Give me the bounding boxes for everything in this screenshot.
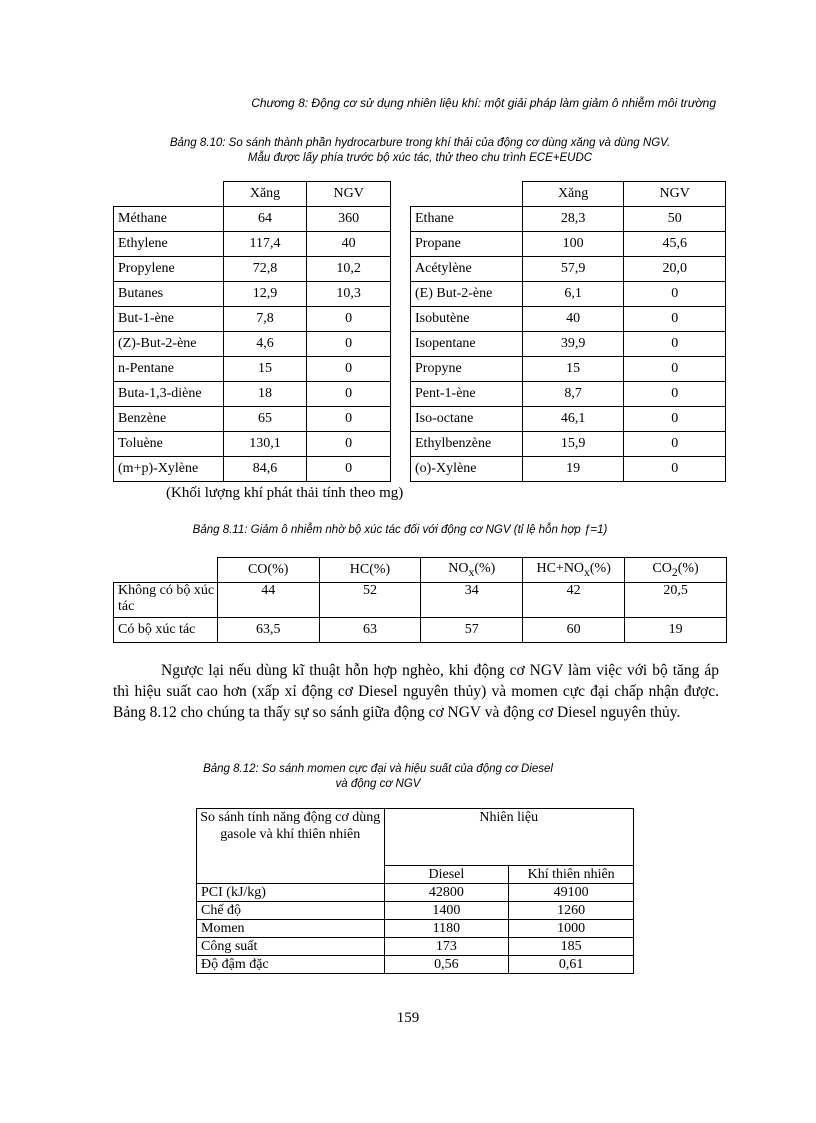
ngv-value: 45,6 bbox=[624, 232, 726, 257]
compound-name: Ethylene bbox=[114, 232, 224, 257]
xang-value: 65 bbox=[223, 407, 307, 432]
xang-value: 72,8 bbox=[223, 257, 307, 282]
compound-name: Méthane bbox=[114, 207, 224, 232]
co2-subscript: 2 bbox=[671, 565, 678, 579]
compound-name: Propyne bbox=[411, 357, 523, 382]
table-row bbox=[114, 282, 391, 307]
gas-value: 0,61 bbox=[509, 956, 634, 974]
hc-value: 52 bbox=[319, 583, 421, 618]
table-8-11-caption bbox=[110, 523, 690, 538]
ngv-value: 0 bbox=[624, 282, 726, 307]
table-row bbox=[411, 282, 726, 307]
column-header-co: CO(%) bbox=[217, 558, 319, 583]
compound-name: Buta-1,3-diène bbox=[114, 382, 224, 407]
ngv-value: 0 bbox=[307, 407, 391, 432]
table-8-12-caption bbox=[168, 762, 588, 792]
row-label: Chế độ bbox=[197, 902, 385, 920]
co2-text: CO bbox=[652, 561, 672, 577]
compound-name: Toluène bbox=[114, 432, 224, 457]
table-row bbox=[411, 432, 726, 457]
table-row bbox=[114, 583, 727, 618]
table-8-12-caption-line2: và động cơ NGV bbox=[335, 778, 421, 790]
table-row bbox=[411, 357, 726, 382]
hc-nox-unit: (%) bbox=[589, 561, 611, 577]
table-row bbox=[114, 257, 391, 282]
compound-name: Propylene bbox=[114, 257, 224, 282]
table-8-10-caption-line1: Bảng 8.10: So sánh thành phần hydrocarbure trong khí thải của động cơ dùng xăng và dùng NGV. bbox=[169, 137, 671, 149]
table-row bbox=[197, 956, 634, 974]
xang-value: 7,8 bbox=[223, 307, 307, 332]
hc-nox-text: HC+NO bbox=[536, 561, 585, 577]
compound-name: Isopentane bbox=[411, 332, 523, 357]
table-8-10-caption bbox=[110, 136, 730, 166]
hc-nox-value: 42 bbox=[523, 583, 625, 618]
row-label: Có bộ xúc tác bbox=[114, 618, 218, 643]
table-row bbox=[197, 920, 634, 938]
nox-value: 57 bbox=[421, 618, 523, 643]
table-8-12-caption-line1: Bảng 8.12: So sánh momen cực đại và hiệu suất của động cơ Diesel bbox=[203, 763, 553, 775]
ngv-value: 50 bbox=[624, 207, 726, 232]
row-label: Độ đậm đặc bbox=[197, 956, 385, 974]
column-header-gas: Khí thiên nhiên bbox=[509, 866, 634, 884]
ngv-value: 360 bbox=[307, 207, 391, 232]
page-number: 159 bbox=[396, 1010, 420, 1026]
table-row bbox=[411, 457, 726, 482]
table-row bbox=[114, 382, 391, 407]
ngv-value: 0 bbox=[307, 382, 391, 407]
xang-value: 6,1 bbox=[522, 282, 624, 307]
diesel-value: 0,56 bbox=[384, 956, 509, 974]
table-header-row bbox=[411, 182, 726, 207]
compound-name: Ethylbenzène bbox=[411, 432, 523, 457]
ngv-value: 10,3 bbox=[307, 282, 391, 307]
table-row bbox=[411, 332, 726, 357]
xang-value: 84,6 bbox=[223, 457, 307, 482]
ngv-value: 0 bbox=[307, 332, 391, 357]
table-8-11-caption-prefix: Bảng 8.11: Giảm ô nhiễm nhờ bộ xúc tác đối với động cơ NGV (tỉ lệ hỗn hợp bbox=[192, 524, 584, 536]
column-header-xang: Xăng bbox=[522, 182, 624, 207]
xang-value: 40 bbox=[522, 307, 624, 332]
column-header-ngv: NGV bbox=[624, 182, 726, 207]
nox-text: NO bbox=[448, 561, 469, 577]
ngv-value: 0 bbox=[307, 357, 391, 382]
xang-value: 12,9 bbox=[223, 282, 307, 307]
table-8-10-right-body bbox=[411, 207, 726, 482]
ngv-value: 10,2 bbox=[307, 257, 391, 282]
table-row bbox=[411, 257, 726, 282]
compound-name: (m+p)-Xylène bbox=[114, 457, 224, 482]
ngv-value: 0 bbox=[624, 382, 726, 407]
table-8-11-caption-suffix: =1) bbox=[590, 524, 608, 536]
table-8-12 bbox=[196, 808, 634, 974]
table-row bbox=[411, 407, 726, 432]
co-value: 63,5 bbox=[217, 618, 319, 643]
table-row bbox=[114, 332, 391, 357]
column-header-co2 bbox=[625, 558, 727, 583]
table-row bbox=[114, 432, 391, 457]
fuel-header: Nhiên liệu bbox=[384, 809, 633, 866]
compound-name: Isobutène bbox=[411, 307, 523, 332]
co2-value: 20,5 bbox=[625, 583, 727, 618]
ngv-value: 0 bbox=[624, 357, 726, 382]
corner-header: So sánh tính năng động cơ dùng gasole và khí thiên nhiên bbox=[197, 809, 385, 884]
column-header-diesel: Diesel bbox=[384, 866, 509, 884]
ngv-value: 0 bbox=[624, 332, 726, 357]
column-header-ngv: NGV bbox=[307, 182, 391, 207]
compound-name: Benzène bbox=[114, 407, 224, 432]
column-header-nox bbox=[421, 558, 523, 583]
ngv-value: 20,0 bbox=[624, 257, 726, 282]
row-label: Momen bbox=[197, 920, 385, 938]
xang-value: 28,3 bbox=[522, 207, 624, 232]
table-row bbox=[114, 307, 391, 332]
table-row bbox=[197, 938, 634, 956]
nox-subscript: x bbox=[468, 565, 475, 579]
table-8-10-left bbox=[113, 181, 391, 482]
compound-name: Propane bbox=[411, 232, 523, 257]
xang-value: 64 bbox=[223, 207, 307, 232]
diesel-value: 42800 bbox=[384, 884, 509, 902]
xang-value: 57,9 bbox=[522, 257, 624, 282]
table-row bbox=[114, 457, 391, 482]
table-row bbox=[114, 618, 727, 643]
gas-value: 1000 bbox=[509, 920, 634, 938]
ngv-value: 0 bbox=[624, 432, 726, 457]
table-row bbox=[114, 357, 391, 382]
diesel-value: 1400 bbox=[384, 902, 509, 920]
ngv-value: 40 bbox=[307, 232, 391, 257]
nox-unit: (%) bbox=[474, 561, 496, 577]
gas-value: 1260 bbox=[509, 902, 634, 920]
co-value: 44 bbox=[217, 583, 319, 618]
xang-value: 15,9 bbox=[522, 432, 624, 457]
table-8-12-body bbox=[197, 884, 634, 974]
table-8-11 bbox=[113, 557, 727, 643]
nox-value: 34 bbox=[421, 583, 523, 618]
diesel-value: 173 bbox=[384, 938, 509, 956]
xang-value: 19 bbox=[522, 457, 624, 482]
xang-value: 117,4 bbox=[223, 232, 307, 257]
row-label: Công suất bbox=[197, 938, 385, 956]
table-8-10-right bbox=[410, 181, 726, 482]
row-label: PCI (kJ/kg) bbox=[197, 884, 385, 902]
compound-name: But-1-ène bbox=[114, 307, 224, 332]
gas-value: 49100 bbox=[509, 884, 634, 902]
hc-nox-value: 60 bbox=[523, 618, 625, 643]
table-8-11-caption-symbol: ƒ bbox=[583, 524, 591, 536]
compound-name: Pent-1-ène bbox=[411, 382, 523, 407]
table-8-10-left-body bbox=[114, 207, 391, 482]
table-row bbox=[197, 902, 634, 920]
xang-value: 8,7 bbox=[522, 382, 624, 407]
table-row bbox=[197, 884, 634, 902]
gas-value: 185 bbox=[509, 938, 634, 956]
chapter-header: Chương 8: Động cơ sử dụng nhiên liệu khí: một giải pháp làm giảm ô nhiễm môi trường bbox=[251, 96, 716, 110]
table-8-11-body bbox=[114, 583, 727, 643]
table-8-10-caption-line2: Mẫu được lấy phía trước bộ xúc tác, thử theo chu trình ECE+EUDC bbox=[247, 152, 593, 164]
xang-value: 15 bbox=[223, 357, 307, 382]
table-row bbox=[114, 207, 391, 232]
compound-name: Ethane bbox=[411, 207, 523, 232]
column-header-hc: HC(%) bbox=[319, 558, 421, 583]
compound-name: n-Pentane bbox=[114, 357, 224, 382]
column-header-hc-nox bbox=[523, 558, 625, 583]
ngv-value: 0 bbox=[307, 307, 391, 332]
table-header-row bbox=[197, 809, 634, 866]
xang-value: 18 bbox=[223, 382, 307, 407]
row-label: Không có bộ xúc tác bbox=[114, 583, 218, 618]
diesel-value: 1180 bbox=[384, 920, 509, 938]
compound-name: Acétylène bbox=[411, 257, 523, 282]
co2-value: 19 bbox=[625, 618, 727, 643]
column-header-xang: Xăng bbox=[223, 182, 307, 207]
table-header-row bbox=[114, 558, 727, 583]
compound-name: (Z)-But-2-ène bbox=[114, 332, 224, 357]
table-row bbox=[411, 207, 726, 232]
xang-value: 15 bbox=[522, 357, 624, 382]
xang-value: 130,1 bbox=[223, 432, 307, 457]
ngv-value: 0 bbox=[307, 457, 391, 482]
compound-name: (o)-Xylène bbox=[411, 457, 523, 482]
hc-nox-subscript: x bbox=[584, 565, 590, 579]
table-row bbox=[411, 382, 726, 407]
table-row bbox=[411, 307, 726, 332]
ngv-value: 0 bbox=[624, 457, 726, 482]
compound-name: (E) But-2-ène bbox=[411, 282, 523, 307]
xang-value: 46,1 bbox=[522, 407, 624, 432]
table-row bbox=[114, 407, 391, 432]
co2-unit: (%) bbox=[677, 561, 699, 577]
xang-value: 4,6 bbox=[223, 332, 307, 357]
table-header-row bbox=[114, 182, 391, 207]
ngv-value: 0 bbox=[624, 407, 726, 432]
xang-value: 100 bbox=[522, 232, 624, 257]
table-8-10-note: (Khối lượng khí phát thải tính theo mg) bbox=[166, 485, 404, 501]
ngv-value: 0 bbox=[624, 307, 726, 332]
xang-value: 39,9 bbox=[522, 332, 624, 357]
compound-name: Iso-octane bbox=[411, 407, 523, 432]
hc-value: 63 bbox=[319, 618, 421, 643]
table-row bbox=[114, 232, 391, 257]
body-paragraph: Ngược lại nếu dùng kĩ thuật hỗn hợp nghèo, khi động cơ NGV làm việc với bộ tăng áp thì hiệu suất cao hơn (xấp xỉ động cơ Diesel nguyên thủy) và momen cực đại chấp nhận được. Bảng 8.12 cho chúng ta thấy sự so sánh giữa động cơ NGV và động cơ Diesel nguyên thủy. bbox=[113, 662, 719, 721]
compound-name: Butanes bbox=[114, 282, 224, 307]
ngv-value: 0 bbox=[307, 432, 391, 457]
table-row bbox=[411, 232, 726, 257]
